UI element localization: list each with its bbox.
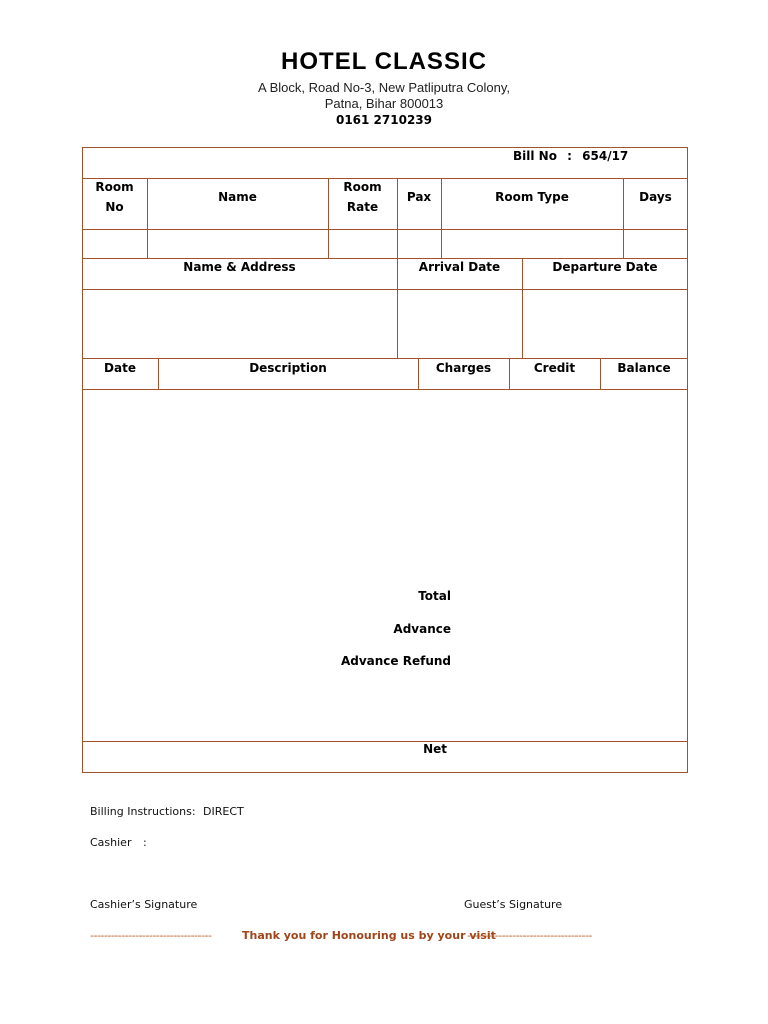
header-description: Description: [249, 361, 327, 375]
header-name: Name: [218, 190, 257, 204]
header-room-type: Room Type: [495, 190, 569, 204]
header-departure-date: Departure Date: [552, 260, 658, 274]
guest-name-field[interactable]: [148, 230, 328, 258]
cashier-label: Cashier: [90, 836, 132, 849]
header-charges: Charges: [435, 361, 492, 375]
room-type-field[interactable]: [442, 230, 623, 258]
header-room-rate: [328, 177, 397, 217]
dashed-line-right: ------------------------------------: [467, 929, 592, 942]
header-pax: Pax: [406, 190, 432, 204]
hotel-address-line2: Patna, Bihar 800013: [324, 96, 444, 111]
arrival-date-field[interactable]: [398, 290, 522, 358]
bill-number-label: Bill No: [513, 149, 557, 163]
cashier-separator: :: [142, 836, 147, 849]
dashed-line-left: -----------------------------------: [90, 929, 212, 942]
header-name-address: Name & Address: [183, 260, 296, 274]
charges-body[interactable]: [83, 390, 687, 580]
name-address-field[interactable]: [83, 290, 397, 358]
advance-label: Advance: [393, 622, 451, 636]
days-field[interactable]: [624, 230, 687, 258]
billing-instructions: [90, 805, 244, 818]
billing-instructions-label: Billing Instructions:: [90, 805, 196, 818]
billing-instructions-value: DIRECT: [203, 805, 244, 818]
header-room-rate-line2: Rate: [346, 200, 379, 214]
header-room-no: [82, 177, 147, 217]
header-room-no-line1: Room: [95, 180, 134, 194]
advance-refund-label: Advance Refund: [340, 654, 451, 668]
header-room-rate-line1: Room: [343, 180, 382, 194]
header-arrival-date: Arrival Date: [418, 260, 501, 274]
total-label: Total: [418, 589, 451, 603]
cashier: [90, 836, 147, 849]
bill-number-value: 654/17: [582, 149, 629, 163]
room-no-field[interactable]: [83, 230, 147, 258]
header-room-no-line2: No: [105, 200, 124, 214]
bill-number: [513, 149, 628, 163]
header-date: Date: [104, 361, 136, 375]
header-credit: Credit: [533, 361, 576, 375]
bill-number-separator: :: [567, 149, 572, 163]
guest-signature: Guest’s Signature: [464, 898, 563, 911]
hotel-name: HOTEL CLASSIC: [281, 48, 487, 75]
thank-you-message: Thank you for Honouring us by your visit: [242, 929, 496, 942]
cashier-signature: Cashier’s Signature: [90, 898, 198, 911]
room-rate-field[interactable]: [329, 230, 397, 258]
departure-date-field[interactable]: [523, 290, 687, 358]
header-days: Days: [639, 190, 672, 204]
header-balance: Balance: [617, 361, 671, 375]
net-label: Net: [423, 742, 447, 756]
pax-field[interactable]: [398, 230, 441, 258]
hotel-phone: 0161 2710239: [335, 113, 433, 127]
hotel-address-line1: A Block, Road No-3, New Patliputra Colony,: [258, 80, 510, 95]
